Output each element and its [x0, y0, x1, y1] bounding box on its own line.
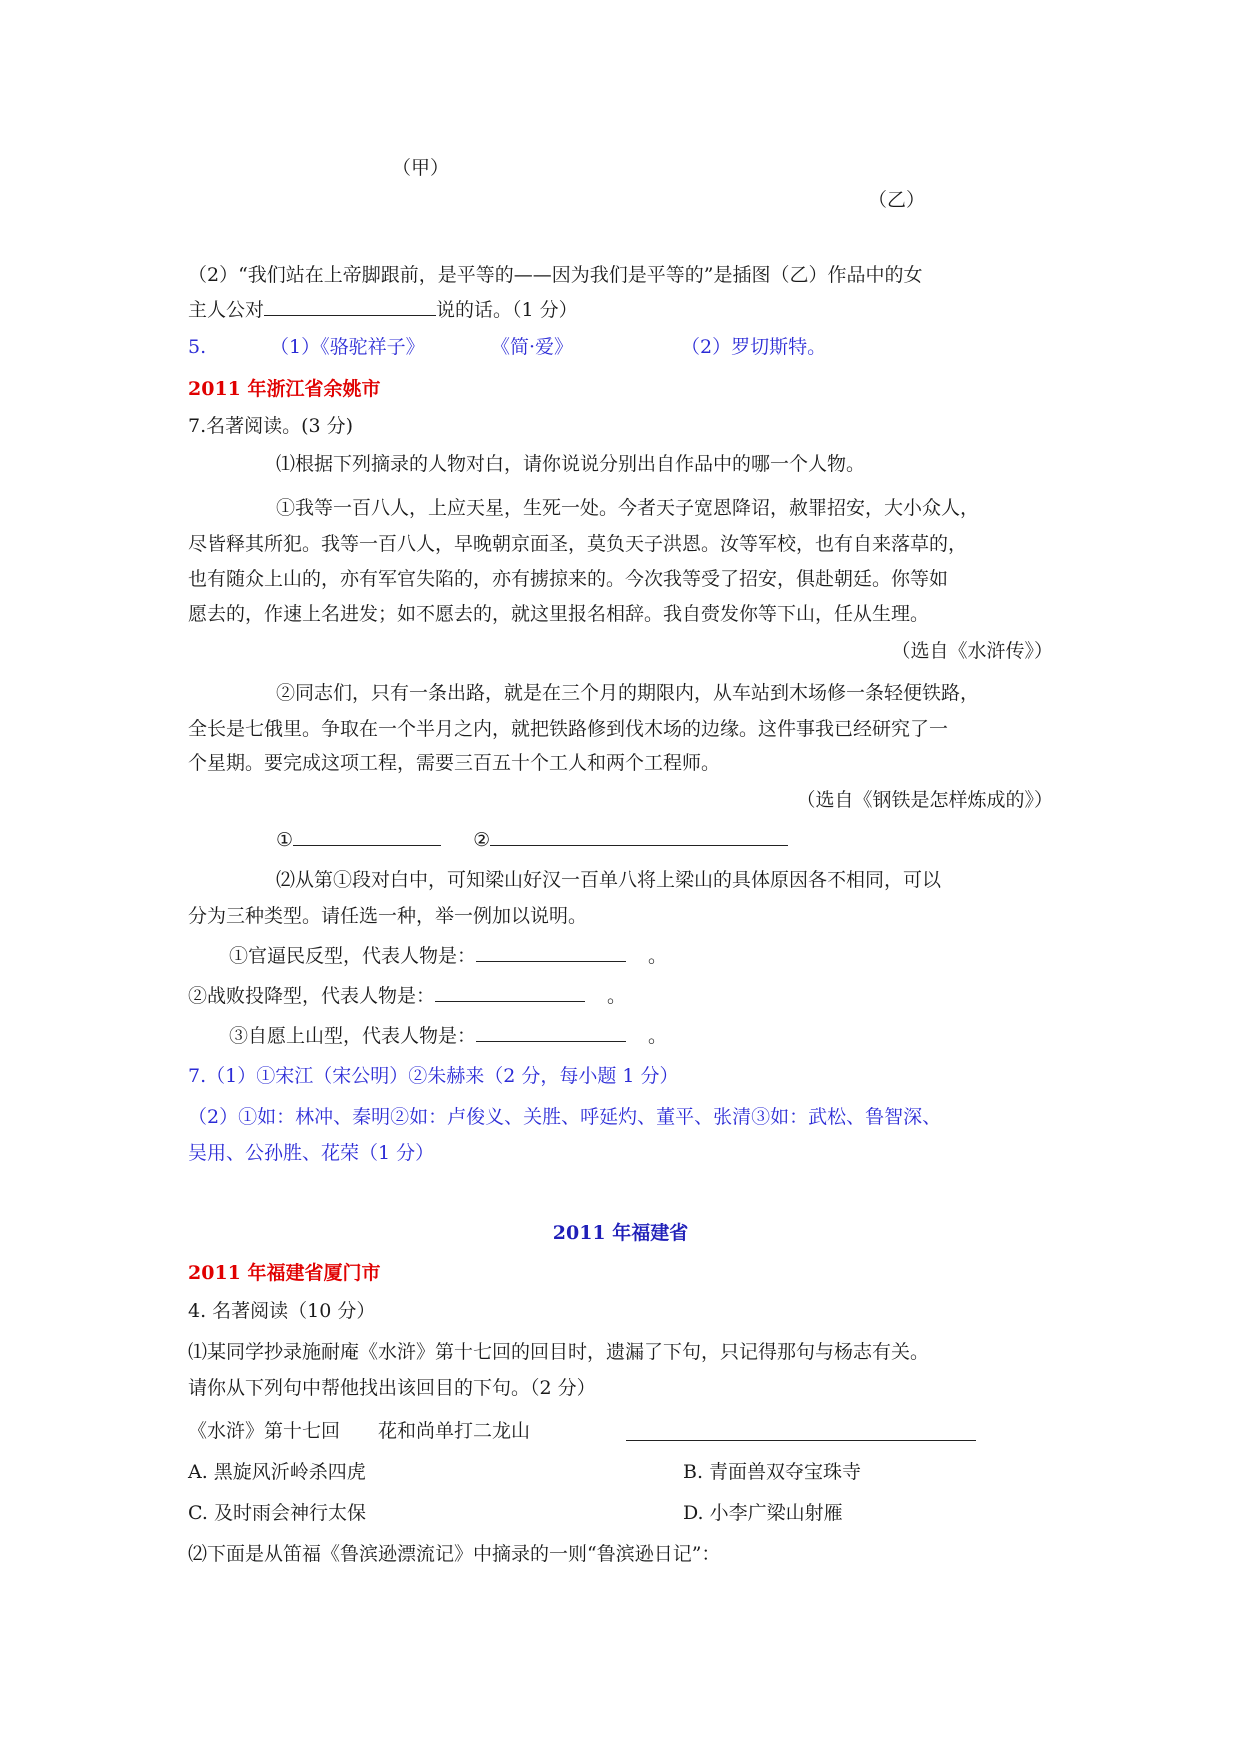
period: 。 — [648, 1025, 668, 1047]
q2-line2-post: 说的话。（1 分） — [436, 299, 578, 321]
option-a: A. 黑旋风沂岭杀四虎 — [188, 1461, 366, 1483]
q4-title: 4. 名著阅读（10 分） — [188, 1300, 376, 1322]
answer-blank — [293, 827, 441, 846]
q4-chapter-row — [188, 1418, 531, 1444]
answer-blank — [490, 827, 788, 846]
heading-xiamen: 2011 年福建省厦门市 — [188, 1262, 381, 1284]
q7-p2-line: 个星期。要完成这项工程，需要三百五十个工人和两个工程师。 — [188, 752, 721, 774]
q7-source-2: （选自《钢铁是怎样炼成的》） — [796, 789, 1053, 811]
q4-p1-line: ⑴某同学抄录施耐庵《水浒》第十七回的回目时，遗漏了下句，只记得那句与杨志有关。 — [188, 1341, 930, 1363]
answer-5-num: 5. — [188, 336, 207, 358]
answer-7-line2: （2）①如：林冲、秦明②如：卢俊义、关胜、呼延灼、董平、张清③如：武松、鲁智深、 — [188, 1106, 942, 1128]
answer-5-a2: 《简·爱》 — [491, 336, 574, 358]
answer-7-line3: 吴用、公孙胜、花荣（1 分） — [188, 1142, 435, 1164]
q7-blanks — [276, 827, 788, 853]
type-label: ②战败投降型，代表人物是： — [188, 985, 436, 1007]
answer-blank — [435, 983, 585, 1002]
q4-p1-line: 请你从下列句中帮他找出该回目的下句。（2 分） — [188, 1377, 596, 1399]
answer-blank — [626, 1422, 976, 1441]
caption-jia: （甲） — [392, 157, 450, 179]
q7-type1 — [229, 943, 667, 969]
q2-line2 — [188, 297, 578, 323]
answer-7-line1: 7.（1）①宋江（宋公明）②朱赫来（2 分，每小题 1 分） — [188, 1065, 679, 1087]
heading-fujian: 2011 年福建省 — [552, 1222, 689, 1244]
heading-yuyao: 2011 年浙江省余姚市 — [188, 378, 381, 400]
q7-part2-line: 分为三种类型。请任选一种，举一例加以说明。 — [188, 905, 588, 927]
q2-line2-pre: 主人公对 — [188, 299, 265, 321]
answer-5-a3: （2）罗切斯特。 — [681, 336, 827, 358]
q7-part2-line: ⑵从第①段对白中，可知梁山好汉一百单八将上梁山的具体原因各不相同，可以 — [276, 869, 942, 891]
type-label: ①官逼民反型，代表人物是： — [229, 945, 477, 967]
q7-p2-line: 全长是七俄里。争取在一个半月之内，就把铁路修到伐木场的边缘。这件事我已经研究了一 — [188, 718, 949, 740]
caption-yi: （乙） — [868, 189, 926, 211]
blank-label-1: ① — [276, 829, 294, 851]
q4-p2: ⑵下面是从笛福《鲁滨逊漂流记》中摘录的一则“鲁滨逊日记”： — [188, 1543, 721, 1565]
answer-blank — [476, 1023, 626, 1042]
q7-type3 — [229, 1023, 667, 1049]
q7-intro: ⑴根据下列摘录的人物对白，请你说说分别出自作品中的哪一个人物。 — [276, 453, 866, 475]
answer-blank — [476, 943, 626, 962]
q7-p1-line: 也有随众上山的，亦有军官失陷的，亦有掳掠来的。今次我等受了招安，俱赴朝廷。你等如 — [188, 568, 949, 590]
q7-type2 — [188, 983, 626, 1009]
period: 。 — [607, 985, 627, 1007]
option-b: B. 青面兽双夺宝珠寺 — [683, 1461, 862, 1483]
q7-p1-line: 尽皆释其所犯。我等一百八人，早晚朝京面圣，莫负天子洪恩。汝等军校，也有自来落草的， — [188, 533, 968, 555]
q4-upper-line: 花和尚单打二龙山 — [378, 1420, 531, 1442]
answer-5 — [188, 334, 827, 360]
answer-5-a1: （1）《骆驼祥子》 — [270, 336, 425, 358]
option-d: D. 小李广梁山射雁 — [683, 1502, 843, 1524]
answer-blank — [264, 297, 436, 316]
option-c: C. 及时雨会神行太保 — [188, 1502, 366, 1524]
q7-p1-line: 愿去的，作速上名进发；如不愿去的，就这里报名相辞。我自赍发你等下山，任从生理。 — [188, 603, 930, 625]
q7-p1-line: ①我等一百八人，上应天星，生死一处。今者天子宽恩降诏，赦罪招安，大小众人， — [276, 497, 980, 519]
period: 。 — [648, 945, 668, 967]
type-label: ③自愿上山型，代表人物是： — [229, 1025, 477, 1047]
q7-title: 7.名著阅读。(3 分) — [188, 415, 354, 437]
blank-label-2: ② — [473, 829, 491, 851]
q2-line1: （2）“我们站在上帝脚跟前，是平等的——因为我们是平等的”是插图（乙）作品中的女 — [188, 264, 923, 286]
q7-source-1: （选自《水浒传》） — [891, 640, 1053, 662]
q7-p2-line: ②同志们，只有一条出路，就是在三个月的期限内，从车站到木场修一条轻便铁路， — [276, 682, 980, 704]
q4-chapter: 《水浒》第十七回 — [188, 1420, 341, 1442]
